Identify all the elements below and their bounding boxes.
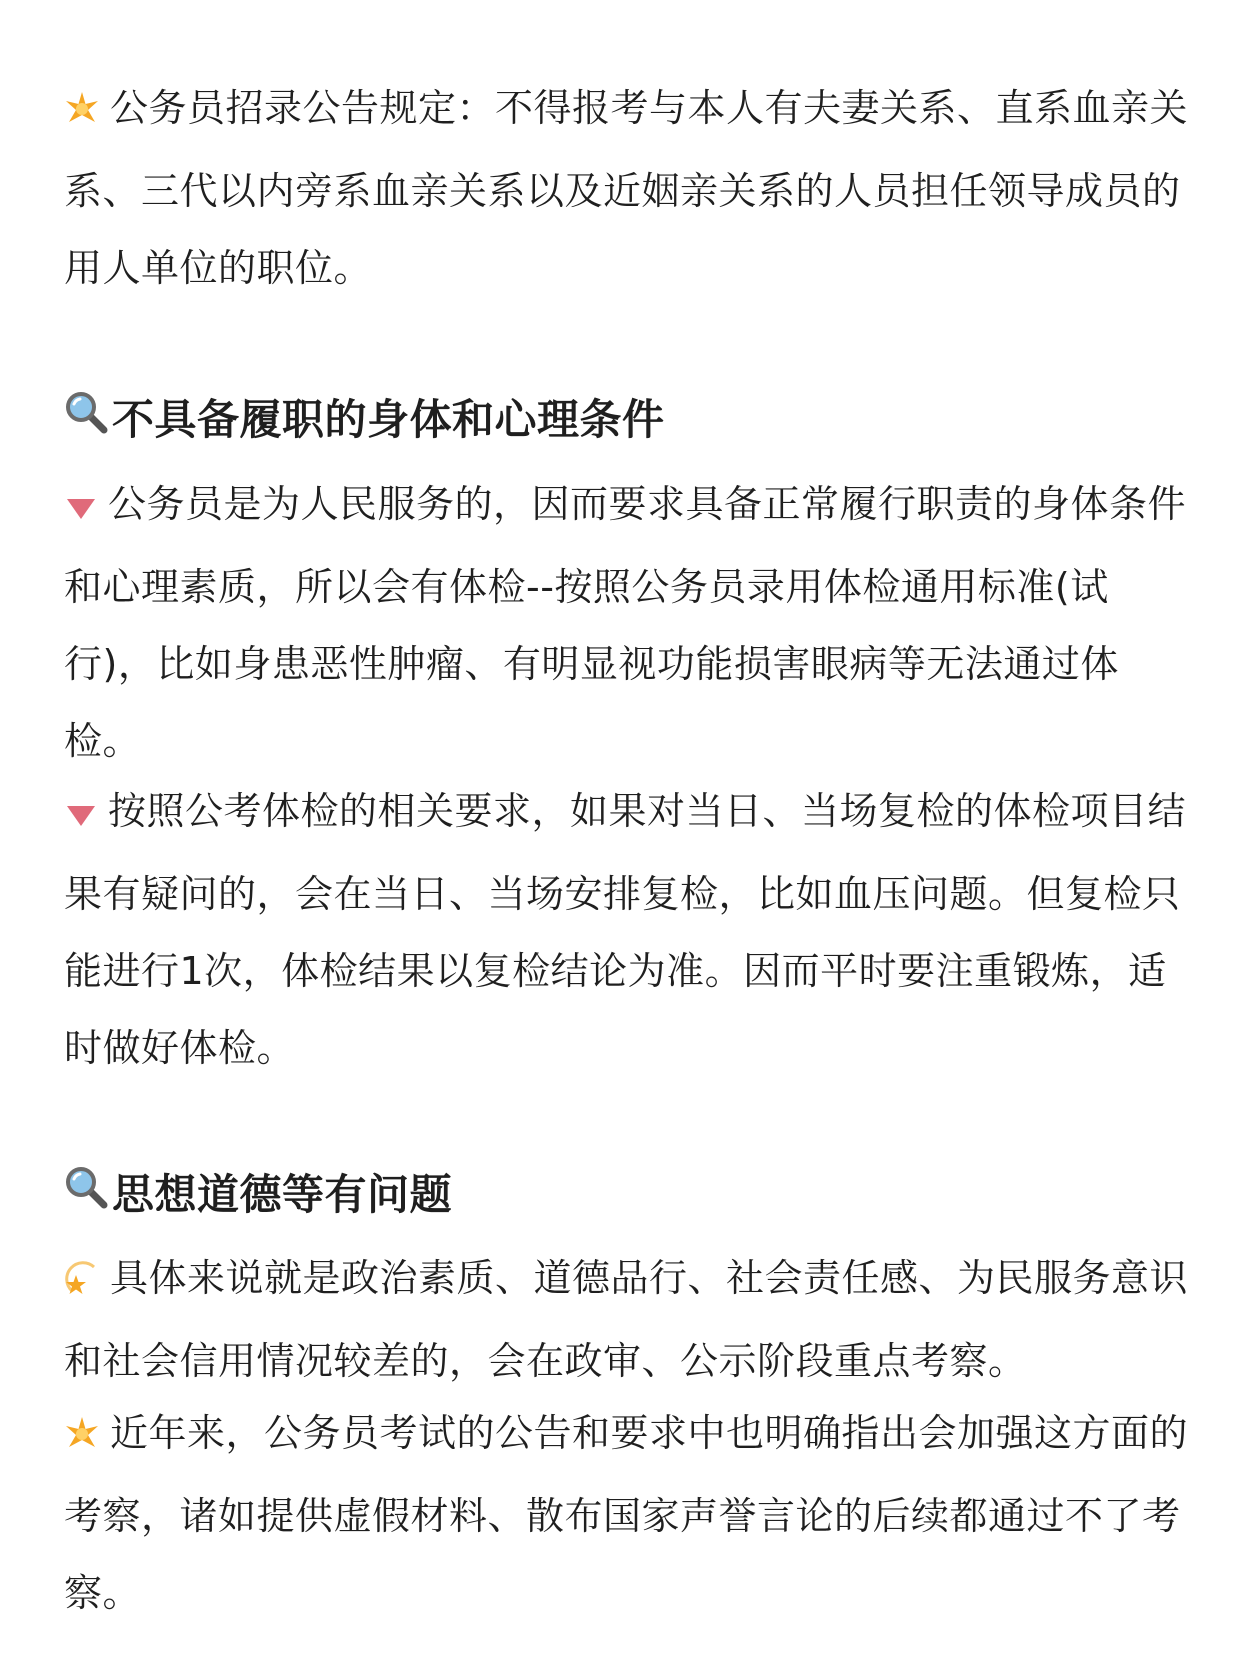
paragraph-text: 按照公考体检的相关要求，如果对当日、当场复检的体检项目结果有疑问的，会在当日、当场安排复检，比如血压问题。但复检只能进行1次，体检结果以复检结论为准。因而平时要注重锻炼，适时做好体检。 (64, 789, 1187, 1070)
paragraph-recruitment-rule (64, 70, 1194, 307)
paragraph-physical-exam (64, 466, 1194, 780)
red-triangle-down-icon (64, 472, 98, 549)
paragraph-text: 公务员招录公告规定：不得报考与本人有夫妻关系、直系血亲关系、三代以内旁系血亲关系以及近姻亲关系的人员担任领导成员的用人单位的职位。 (64, 86, 1189, 290)
magnifier-icon (64, 390, 108, 450)
heading-physical-mental (64, 390, 665, 450)
heading-morality (64, 1165, 452, 1225)
paragraph-text: 具体来说就是政治素质、道德品行、社会责任感、为民服务意识和社会信用情况较差的，会在政审、公示阶段重点考察。 (64, 1256, 1189, 1383)
paragraph-text: 近年来，公务员考试的公告和要求中也明确指出会加强这方面的考察，诸如提供虚假材料、散布国家声誉言论的后续都通过不了考察。 (64, 1411, 1189, 1615)
sparkle-icon (64, 76, 100, 153)
sparkle-icon (64, 1401, 100, 1478)
heading-text: 不具备履职的身体和心理条件 (112, 395, 665, 444)
paragraph-recheck (64, 773, 1194, 1087)
shooting-star-icon (64, 1246, 100, 1323)
paragraph-political-review (64, 1240, 1194, 1400)
magnifier-icon (64, 1165, 108, 1225)
paragraph-text: 公务员是为人民服务的，因而要求具备正常履行职责的身体条件和心理素质，所以会有体检--按照公务员录用体检通用标准(试行)，比如身患恶性肿瘤、有明显视功能损害眼病等无法通过体检。 (64, 482, 1187, 763)
red-triangle-down-icon (64, 779, 98, 856)
heading-text: 思想道德等有问题 (112, 1170, 453, 1219)
paragraph-recent-years (64, 1395, 1194, 1632)
